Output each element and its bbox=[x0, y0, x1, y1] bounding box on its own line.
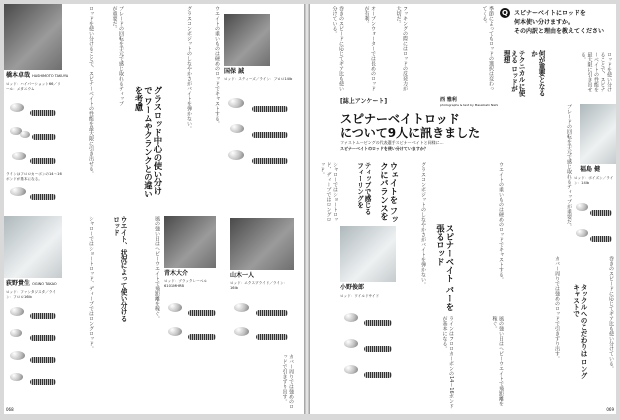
lure-1 bbox=[6, 100, 62, 122]
page-number: 068 bbox=[6, 407, 14, 412]
body-column: カバー周りでは強めのロッドで引きずり出す。 bbox=[281, 354, 294, 409]
spec-fukushima: ロッド：ポイズン／ライン：14lb bbox=[574, 176, 614, 185]
question-line-3: その内訳と理由を教えてください bbox=[514, 28, 605, 35]
spec-hashimoto-2: ラインはフロロカーボンの14～16ポンドが基本になる。 bbox=[6, 172, 62, 181]
headline: テクニカルに使える ロッドが理想 bbox=[502, 50, 525, 97]
body-column: オープンウォーターでは長めのロッドが有利。 bbox=[363, 6, 376, 91]
lure-13 bbox=[164, 324, 222, 346]
photo-fukushima bbox=[580, 104, 616, 164]
photo-aoki bbox=[164, 216, 216, 268]
photo-ogino bbox=[4, 216, 62, 278]
body-column: 巻きのスピードに応じてギア比も使い分けている。 bbox=[608, 256, 614, 371]
right-page bbox=[310, 4, 616, 414]
question-line-1: スピナーベイトにロッドを bbox=[514, 10, 586, 17]
question-label: Q bbox=[500, 8, 510, 18]
body-column: ブレードの回転を手元で感じ取れるティップが重要だ。 bbox=[111, 6, 124, 106]
lure-11 bbox=[224, 146, 294, 170]
body-column: 風の強い日はヘビーウエイトで飛距離を稼ぐ。 bbox=[154, 216, 160, 321]
lure-19 bbox=[340, 336, 398, 358]
caption-fukushima: 福島 健 bbox=[580, 166, 601, 173]
intro-text: ファストムービングの代表選手スピナーベイトと同様に… bbox=[340, 140, 444, 145]
lure-12 bbox=[164, 300, 222, 322]
body-column: ウエイトの重いものは硬めのロッドでキャストする。 bbox=[498, 162, 504, 282]
spec-ogino: ロッド：ファンタジスタ／ライン：フロロ16lb bbox=[6, 290, 56, 299]
body-column: ラインはフロロカーボンの14～16ポンドが基本になる。 bbox=[441, 316, 454, 409]
lure-17 bbox=[574, 226, 616, 248]
body-column: ロッドを使い分けることで、スピナーベイトの性能を最大限に引き出せる。 bbox=[88, 6, 94, 176]
page-number: 069 bbox=[606, 407, 614, 412]
lure-4 bbox=[6, 184, 62, 206]
headline: グラスロッド中心の使い分けで ワームやクランクとの違いを考慮 bbox=[134, 86, 163, 198]
caption-hashimoto: 橋本卓哉 HASHIMOTO TAKUYA bbox=[6, 72, 69, 79]
body-column: 巻きのスピードに応じてギア比も使い分けている。 bbox=[331, 6, 344, 91]
body-column: 風の強い日はヘビーウエイトで飛距離を稼ぐ。 bbox=[491, 316, 504, 406]
body-column: シャローではショートロッド、ディープではロングロッド。 bbox=[319, 162, 338, 222]
headline: ウエイト、状況によって使い分けるロッド bbox=[111, 216, 127, 322]
credit-name: 西 雅利 bbox=[440, 97, 457, 103]
caption-ono: 小野俊郎 bbox=[340, 284, 365, 291]
credit-role: photographs & text by Masatoshi Nishi bbox=[440, 103, 499, 107]
lure-2 bbox=[6, 124, 62, 146]
body-column: グラスコンポジットのしなやかさがバイトを弾かない。 bbox=[186, 6, 192, 131]
body-column: ロッドを使い分けることで、スピナーベイトの性能を最大限に引き出せる。 bbox=[580, 52, 612, 92]
body-column: ウエイトの重いものは硬めのロッドでキャストする。 bbox=[214, 6, 220, 126]
headline: ティップで感じる フィーリングを bbox=[355, 162, 371, 215]
lure-5 bbox=[6, 304, 62, 324]
headline: スピナーベイト バーを張るロッド bbox=[435, 224, 455, 311]
caption-aoki: 青木大介 bbox=[164, 270, 189, 277]
spec-yamaki: ロッド：エクスプライド／ライン：16lb bbox=[230, 281, 288, 290]
lure-10 bbox=[224, 120, 294, 144]
photo-kokubo bbox=[224, 14, 270, 66]
body-column: ブレードの回転を手元で感じ取れるティップが重要だ。 bbox=[566, 104, 572, 229]
spec-aoki: ロッド：ブラックレーベル6101MHRB bbox=[164, 279, 207, 288]
spec-hashimoto: ロッド：ハイパーショット66／リール：メタニウム bbox=[6, 82, 61, 91]
lure-18 bbox=[340, 310, 398, 332]
lure-16 bbox=[574, 200, 616, 222]
photo-hashimoto bbox=[4, 4, 62, 70]
headline: 何が重要となるか bbox=[529, 50, 545, 97]
body-column: シャローではショートロッド、ディープではロングロッド。 bbox=[88, 216, 94, 351]
title-line-1: スピナーベイトロッド bbox=[340, 112, 460, 126]
question-line-2: 何本使い分けますか。 bbox=[514, 19, 575, 26]
lure-8 bbox=[6, 370, 62, 390]
title-block bbox=[340, 96, 500, 158]
photo-yamaki bbox=[230, 218, 294, 270]
question-box bbox=[498, 4, 616, 50]
spec-kokubo: ロッド：スティーズ／ライン：フロロ14lb bbox=[224, 77, 293, 81]
lure-20 bbox=[340, 362, 398, 384]
spec-ono: ロッド：ワイルドサイド bbox=[340, 294, 380, 298]
lure-15 bbox=[230, 324, 294, 346]
lure-6 bbox=[6, 326, 62, 346]
left-page bbox=[4, 4, 304, 414]
lure-9 bbox=[224, 94, 294, 118]
title-line-2: について9人に訊きました bbox=[340, 126, 481, 140]
lure-7 bbox=[6, 348, 62, 368]
body-column: フッキングの際にはロッドの反発力が大切だ。 bbox=[395, 6, 408, 91]
intro-question: スピナーベイトのロッドを使い分けていますか？ bbox=[340, 146, 428, 151]
survey-tag: [誌上アンケート] bbox=[340, 98, 388, 105]
caption-ogino: 荻野貴生 OGINO TAKAO bbox=[6, 280, 57, 287]
caption-yamaki: 山木一人 bbox=[230, 272, 255, 279]
lure-3 bbox=[6, 148, 62, 170]
body-column: 季節によってもロッドの選択は変わってくる。 bbox=[481, 6, 494, 91]
headline: タックルへのこだわりは ロングキャストで bbox=[571, 284, 587, 379]
caption-kokubo: 国保 誠 bbox=[224, 68, 245, 75]
headline: ウェイトを フックにバランスを bbox=[379, 162, 399, 224]
lure-14 bbox=[230, 300, 294, 322]
photo-ono bbox=[340, 226, 396, 282]
body-column: カバー周りでは強めのロッドで引きずり出す。 bbox=[554, 256, 560, 361]
body-column: グラスコンポジットのしなやかさがバイトを弾かない。 bbox=[420, 162, 426, 287]
